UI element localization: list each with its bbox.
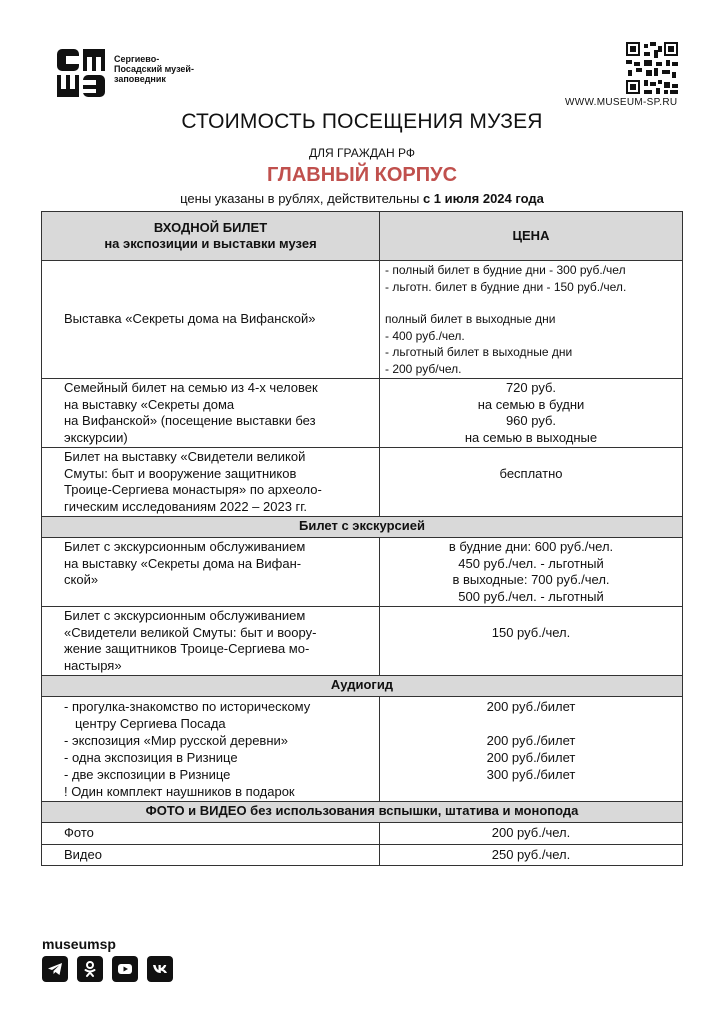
price-line: бесплатно [499,466,563,481]
price-line: 150 руб./чел. [491,625,571,640]
price-line: 200 руб./билет [486,699,576,714]
spacer [385,295,676,311]
ticket-name [42,379,380,448]
website-link[interactable]: WWW.MUSEUM-SP.RU [565,97,678,108]
price-line: - 200 руб/чел. [385,361,462,376]
price-line: 720 руб. [505,380,557,395]
ticket-name: Видео [42,844,380,866]
audio-items [42,697,380,802]
table-row [42,697,683,802]
name-line: экскурсии) [64,429,128,445]
section-title: ГЛАВНЫЙ КОРПУС [266,164,458,186]
name-line: Смуты: быт и вооружение защитников [64,465,297,481]
audio-item: центру Сергиева Посада [75,716,226,731]
ticket-price: 250 руб./чел. [380,844,683,866]
name-line: Троице-Сергиева монастыря» по археоло- [64,482,322,497]
logo-text: Сергиево-Посадский музей-заповедник [114,54,194,84]
name-line: на выставку «Секреты дома [64,396,235,412]
table-row [42,607,683,676]
section-row [42,802,683,823]
price-line: на семью в будни [477,396,585,412]
table-row [42,448,683,517]
ticket-name: Фото [42,823,380,845]
audio-item: - прогулка-знакомство по историческому [64,699,311,714]
price-line: на семью в выходные [464,429,598,445]
table-row [42,538,683,607]
table-row [42,261,683,379]
price-line: - льготный билет в выходные дни [385,345,573,359]
qr-code-icon[interactable] [626,42,678,94]
ticket-header-line2: на экспозиции и выставки музея [104,236,317,251]
price-line: - полный билет в будние дни - 300 руб./чел [385,263,626,277]
name-line: «Свидетели великой Смуты: быт и воору- [64,624,317,640]
audio-prices [380,697,683,802]
ticket-price [380,448,683,517]
section-photo-video: ФОТО и ВИДЕО без использования вспышки, штатива и монопода [42,802,683,823]
validity-note [0,191,724,206]
section-row [42,676,683,697]
ticket-name [42,607,380,676]
audio-item: - одна экспозиция в Ризнице [64,750,238,765]
name-line: Семейный билет на семью из 4-х человек [64,380,318,395]
name-line: Билет на выставку «Свидетели великой [64,449,306,464]
ticket-price: 200 руб./чел. [380,823,683,845]
validity-note-text: цены указаны в рублях, действительны [180,191,423,206]
ticket-column-header [42,212,380,261]
audio-item: ! Один комплект наушников в подарок [64,784,295,799]
ticket-price [380,538,683,607]
spacer [386,715,676,732]
price-line: 200 руб./билет [486,750,576,765]
audio-item: - две экспозиции в Ризнице [64,767,231,782]
table-row [42,379,683,448]
price-line: - льготн. билет в будние дни - 150 руб./чел. [385,279,627,294]
section-excursion: Билет с экскурсией [42,517,683,538]
social-icons [42,956,173,982]
name-line: жение защитников Троице-Сергиева мо- [64,641,310,656]
ticket-price [380,379,683,448]
price-line: - 400 руб./чел. [385,328,465,343]
price-line: 500 руб./чел. - льготный [458,588,604,604]
youtube-icon[interactable] [112,956,138,982]
odnoklassniki-icon[interactable] [77,956,103,982]
name-line: на выставку «Секреты дома на Вифан- [64,555,302,571]
ticket-price [380,607,683,676]
name-line: ской» [64,572,99,587]
name-line: Билет с экскурсионным обслуживанием [64,539,306,554]
name-line: гическим исследованиям 2022 – 2023 гг. [64,498,308,514]
ticket-name [42,448,380,517]
museum-logo-icon [56,48,106,98]
validity-date: с 1 июля 2024 года [422,191,544,206]
ticket-name: Выставка «Секреты дома на Вифанской» [42,261,380,379]
price-line: в выходные: 700 руб./чел. [452,572,610,587]
price-line: 200 руб./билет [486,733,576,748]
section-row [42,517,683,538]
price-line: 450 руб./чел. - льготный [458,555,604,571]
table-header-row [42,212,683,261]
telegram-icon[interactable] [42,956,68,982]
price-table [41,211,683,866]
page-subtitle: ДЛЯ ГРАЖДАН РФ [309,146,415,160]
name-line: на Вифанской» (посещение выставки без [64,413,316,428]
vk-icon[interactable] [147,956,173,982]
ticket-name [42,538,380,607]
social-handle: museumsp [42,936,116,952]
table-row [42,844,683,866]
museum-logo [56,48,194,98]
price-line: 300 руб./билет [486,767,576,782]
name-line: Билет с экскурсионным обслуживанием [64,608,306,623]
price-line: 960 руб. [505,413,557,428]
ticket-price [380,261,683,379]
price-column-header: ЦЕНА [380,212,683,261]
name-line: настыря» [64,657,122,673]
audio-item: - экспозиция «Мир русской деревни» [64,733,289,748]
table-row [42,823,683,845]
section-audio: Аудиогид [42,676,683,697]
price-line: в будние дни: 600 руб./чел. [448,539,614,554]
price-line: полный билет в выходные дни [385,312,556,326]
page-title: СТОИМОСТЬ ПОСЕЩЕНИЯ МУЗЕЯ [181,110,543,133]
ticket-header-line1: ВХОДНОЙ БИЛЕТ [153,219,268,235]
